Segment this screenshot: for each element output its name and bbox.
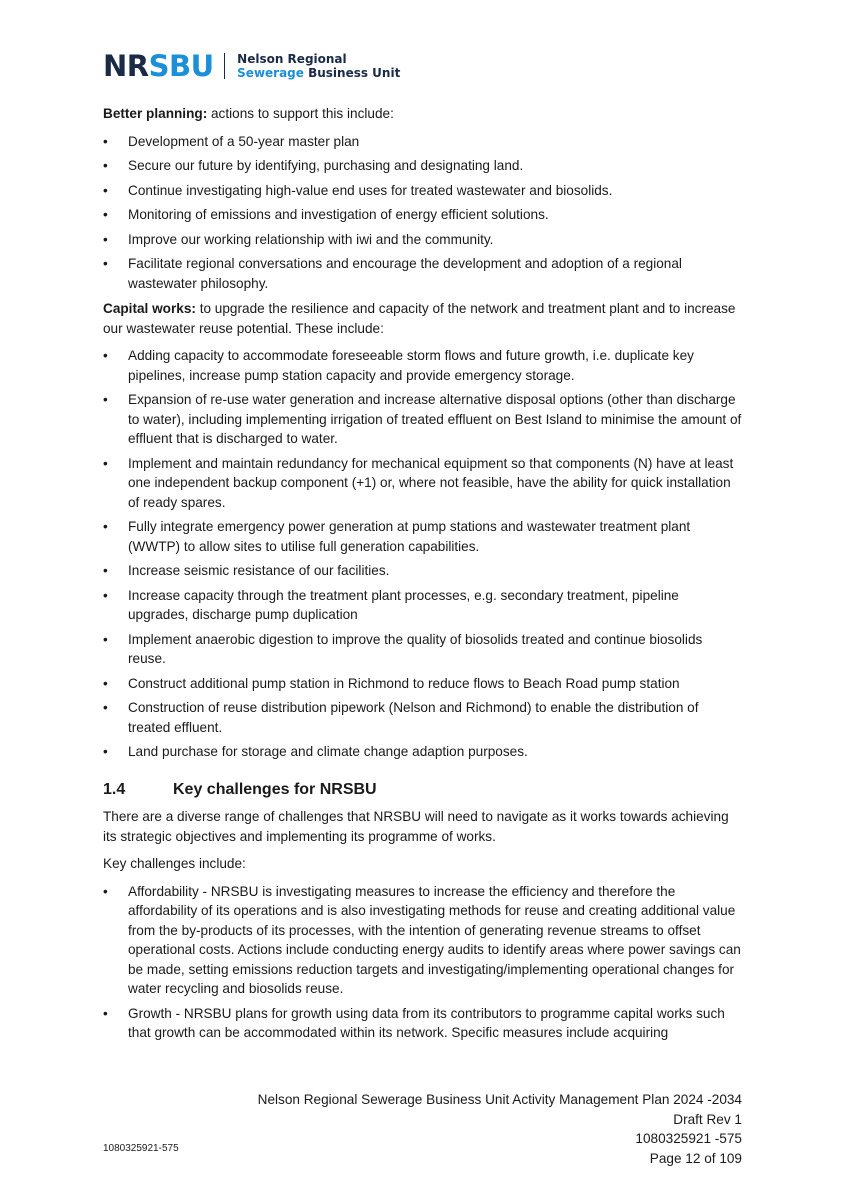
bullet-icon: • bbox=[103, 587, 108, 603]
bullet-icon: • bbox=[103, 744, 108, 759]
logo-divider bbox=[224, 53, 226, 79]
key-challenges-list bbox=[103, 882, 743, 1043]
list-item-text: Increase seismic resistance of our facilities. bbox=[128, 563, 390, 578]
bullet-icon: • bbox=[103, 348, 108, 363]
list-item-text: Construct additional pump station in Richmond to reduce flows to Beach Road pump station bbox=[128, 675, 680, 691]
list-item bbox=[103, 230, 743, 250]
list-item-text: Increase capacity through the treatment plant processes, e.g. secondary treatment, pipeline upgrades, discharge pump duplication bbox=[128, 587, 679, 622]
bullet-icon: • bbox=[103, 700, 108, 715]
better-planning-text: actions to support this include: bbox=[207, 106, 394, 121]
bullet-icon: • bbox=[103, 455, 108, 471]
logo-text bbox=[237, 52, 400, 80]
list-item bbox=[103, 742, 743, 762]
bullet-icon: • bbox=[103, 158, 108, 173]
list-item-text: Adding capacity to accommodate foreseeable storm flows and future growth, i.e. duplicate key pipelines, increase pump station capacity and provide emergency storage. bbox=[128, 348, 694, 383]
bullet-icon: • bbox=[103, 675, 108, 691]
nrsbu-logo bbox=[103, 48, 400, 84]
footer-plan-title: Nelson Regional Sewerage Business Unit Activity Management Plan 2024 -2034 bbox=[257, 1092, 742, 1107]
list-item bbox=[103, 205, 743, 225]
capital-works-paragraph bbox=[103, 299, 743, 338]
footer-info bbox=[258, 1090, 742, 1168]
bullet-icon: • bbox=[103, 563, 108, 578]
capital-works-list bbox=[103, 346, 743, 762]
list-item bbox=[103, 156, 743, 176]
section-heading bbox=[103, 780, 743, 800]
list-item bbox=[103, 561, 743, 581]
list-item-text: Growth - NRSBU plans for growth using data from its contributors to programme capital works such that growth can be accommodated within its network. Specific measures include acquiring bbox=[128, 1005, 725, 1040]
list-item bbox=[103, 674, 743, 694]
bullet-icon: • bbox=[103, 519, 108, 534]
list-item bbox=[103, 517, 743, 556]
capital-works-lead: Capital works: bbox=[103, 301, 196, 316]
section-intro: There are a diverse range of challenges that NRSBU will need to navigate as it works towards achieving its strategic objectives and implementing its programme of works. bbox=[103, 809, 729, 844]
bullet-icon: • bbox=[103, 182, 108, 198]
list-item-text: Fully integrate emergency power generation at pump stations and wastewater treatment plant (WWTP) to allow sites to utilise full generation capabilities. bbox=[128, 519, 691, 554]
list-item bbox=[103, 698, 743, 737]
main-content bbox=[103, 104, 743, 1049]
bullet-icon: • bbox=[103, 133, 108, 149]
bullet-icon: • bbox=[103, 1005, 108, 1021]
list-item-text: Development of a 50-year master plan bbox=[128, 133, 360, 149]
list-item bbox=[103, 132, 743, 152]
list-item bbox=[103, 454, 743, 513]
bullet-icon: • bbox=[103, 883, 108, 899]
list-item-text: Construction of reuse distribution pipework (Nelson and Richmond) to enable the distribution of treated effluent. bbox=[128, 700, 699, 735]
list-item-text: Facilitate regional conversations and encourage the development and adoption of a regional wastewater philosophy. bbox=[128, 256, 682, 291]
capital-works-text: to upgrade the resilience and capacity of the network and treatment plant and to increase our wastewater reuse potential. These include: bbox=[103, 301, 736, 336]
list-item-text: Expansion of re-use water generation and increase alternative disposal options (other than discharge to water), including implementing irrigation of treated effluent on Best Island to minimise the amount of effluent that is discharged to water. bbox=[128, 392, 742, 446]
list-item bbox=[103, 346, 743, 385]
list-item-text: Implement and maintain redundancy for mechanical equipment so that components (N) have at least one independent backup component (+1) or, where not feasible, have the ability for quick installation of ready spares. bbox=[128, 455, 734, 510]
logo-line1: Nelson Regional bbox=[237, 52, 347, 66]
list-item bbox=[103, 882, 743, 999]
better-planning-lead: Better planning: bbox=[103, 106, 208, 121]
list-item-text: Improve our working relationship with iwi and the community. bbox=[128, 231, 494, 247]
list-item-text: Secure our future by identifying, purchasing and designating land. bbox=[128, 158, 524, 173]
list-item bbox=[103, 390, 743, 449]
list-item-text: Implement anaerobic digestion to improve the quality of biosolids treated and continue biosolids reuse. bbox=[128, 631, 703, 666]
footer-revision: Draft Rev 1 bbox=[673, 1111, 742, 1127]
list-item-text: Affordability - NRSBU is investigating measures to increase the efficiency and therefore the affordability of its operations and is also investigating methods for reuse and creating additional value from the by-products of its processes, with the intention of generating revenue streams to offset operational costs. Actions include conducting energy audits to identify areas where power savings can be made, setting emissions reduction targets and investigating/implementing operational changes for water recycling and biosolids reuse. bbox=[128, 883, 741, 996]
footer-doc-id: 1080325921-575 bbox=[103, 1143, 179, 1154]
list-item bbox=[103, 254, 743, 293]
logo-line2-navy: Business Unit bbox=[303, 66, 401, 80]
list-item bbox=[103, 1004, 743, 1043]
bullet-icon: • bbox=[103, 631, 108, 647]
section-number: 1.4 bbox=[103, 780, 126, 798]
list-item bbox=[103, 181, 743, 201]
section-subintro: Key challenges include: bbox=[103, 856, 246, 871]
footer-doc-ref: 1080325921 -575 bbox=[635, 1131, 742, 1146]
list-item-text: Land purchase for storage and climate change adaption purposes. bbox=[128, 744, 528, 759]
bullet-icon: • bbox=[103, 231, 108, 247]
bullet-icon: • bbox=[103, 256, 108, 271]
list-item-text: Continue investigating high-value end uses for treated wastewater and biosolids. bbox=[128, 182, 613, 198]
list-item-text: Monitoring of emissions and investigation of energy efficient solutions. bbox=[128, 207, 549, 222]
bullet-icon: • bbox=[103, 392, 108, 407]
page-number: Page 12 of 109 bbox=[649, 1150, 742, 1166]
logo-mark bbox=[103, 48, 214, 83]
section-title: Key challenges for NRSBU bbox=[173, 780, 377, 798]
list-item bbox=[103, 586, 743, 625]
logo-line2 bbox=[237, 66, 400, 80]
logo-mark-part2: SBU bbox=[148, 48, 214, 83]
better-planning-list bbox=[103, 132, 743, 294]
better-planning-paragraph bbox=[103, 104, 743, 124]
logo-mark-part1: NR bbox=[103, 48, 149, 83]
logo-line2-blue: Sewerage bbox=[237, 66, 304, 80]
list-item bbox=[103, 630, 743, 669]
bullet-icon: • bbox=[103, 207, 108, 222]
